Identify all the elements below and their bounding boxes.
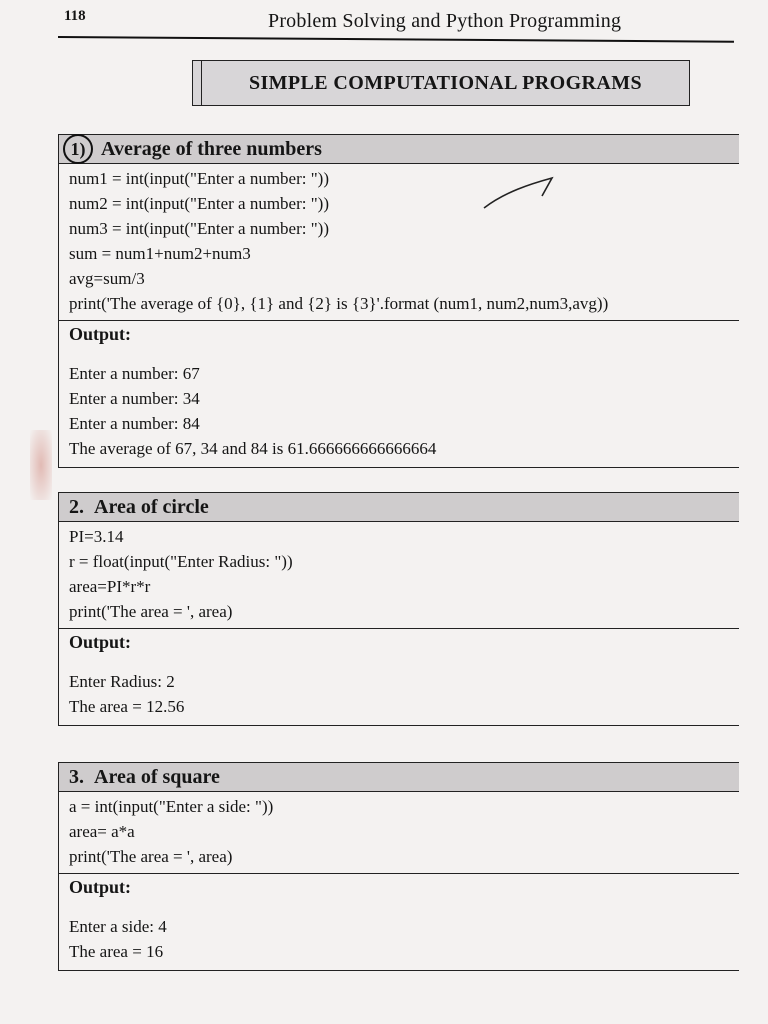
code-line: sum = num1+num2+num3 <box>69 244 251 263</box>
output-line: The average of 67, 34 and 84 is 61.666666666666664 <box>69 439 437 458</box>
code-line: print('The area = ', area) <box>69 847 233 866</box>
program-number: 2. <box>69 495 84 518</box>
output-line: The area = 12.56 <box>69 697 185 716</box>
code-block <box>59 792 739 874</box>
program-heading <box>59 492 739 522</box>
output-line: The area = 16 <box>69 942 164 961</box>
margin-smudge <box>30 430 52 500</box>
code-line: num2 = int(input("Enter a number: ")) <box>69 194 329 213</box>
code-block <box>59 164 739 321</box>
program-title: Area of circle <box>94 495 209 518</box>
chapter-banner <box>192 60 690 106</box>
output-line: Enter a number: 67 <box>69 364 200 383</box>
program-block-square <box>58 762 739 971</box>
code-line: r = float(input("Enter Radius: ")) <box>69 552 293 571</box>
output-block <box>59 900 739 971</box>
output-heading: Output: <box>69 324 132 344</box>
output-heading: Output: <box>69 632 132 652</box>
page-number: 118 <box>64 8 86 24</box>
code-line: num3 = int(input("Enter a number: ")) <box>69 219 329 238</box>
program-number: 3. <box>69 765 84 788</box>
code-line: PI=3.14 <box>69 527 124 546</box>
code-line: area=PI*r*r <box>69 577 151 596</box>
code-line: print('The average of {0}, {1} and {2} is {3}'.format (num1, num2,num3,avg)) <box>69 294 609 313</box>
header-rule <box>58 36 734 42</box>
output-block <box>59 655 739 726</box>
program-number: 1) <box>63 134 93 164</box>
code-line: avg=sum/3 <box>69 269 145 288</box>
code-line: a = int(input("Enter a side: ")) <box>69 797 274 816</box>
code-block <box>59 522 739 629</box>
program-block-average <box>58 134 739 468</box>
output-line: Enter a number: 34 <box>69 389 200 408</box>
output-block <box>59 347 739 468</box>
output-line: Enter a side: 4 <box>69 917 167 936</box>
program-title: Average of three numbers <box>101 137 322 160</box>
output-heading: Output: <box>69 877 132 897</box>
chapter-title: SIMPLE COMPUTATIONAL PROGRAMS <box>248 71 643 94</box>
code-line: num1 = int(input("Enter a number: ")) <box>69 169 329 188</box>
program-heading <box>59 134 739 164</box>
program-heading <box>59 762 739 792</box>
output-line: Enter Radius: 2 <box>69 672 175 691</box>
code-line: print('The area = ', area) <box>69 602 233 621</box>
book-title: Problem Solving and Python Programming <box>268 10 622 32</box>
program-title: Area of square <box>94 765 220 788</box>
code-line: area= a*a <box>69 822 135 841</box>
program-block-circle <box>58 492 739 726</box>
output-line: Enter a number: 84 <box>69 414 200 433</box>
